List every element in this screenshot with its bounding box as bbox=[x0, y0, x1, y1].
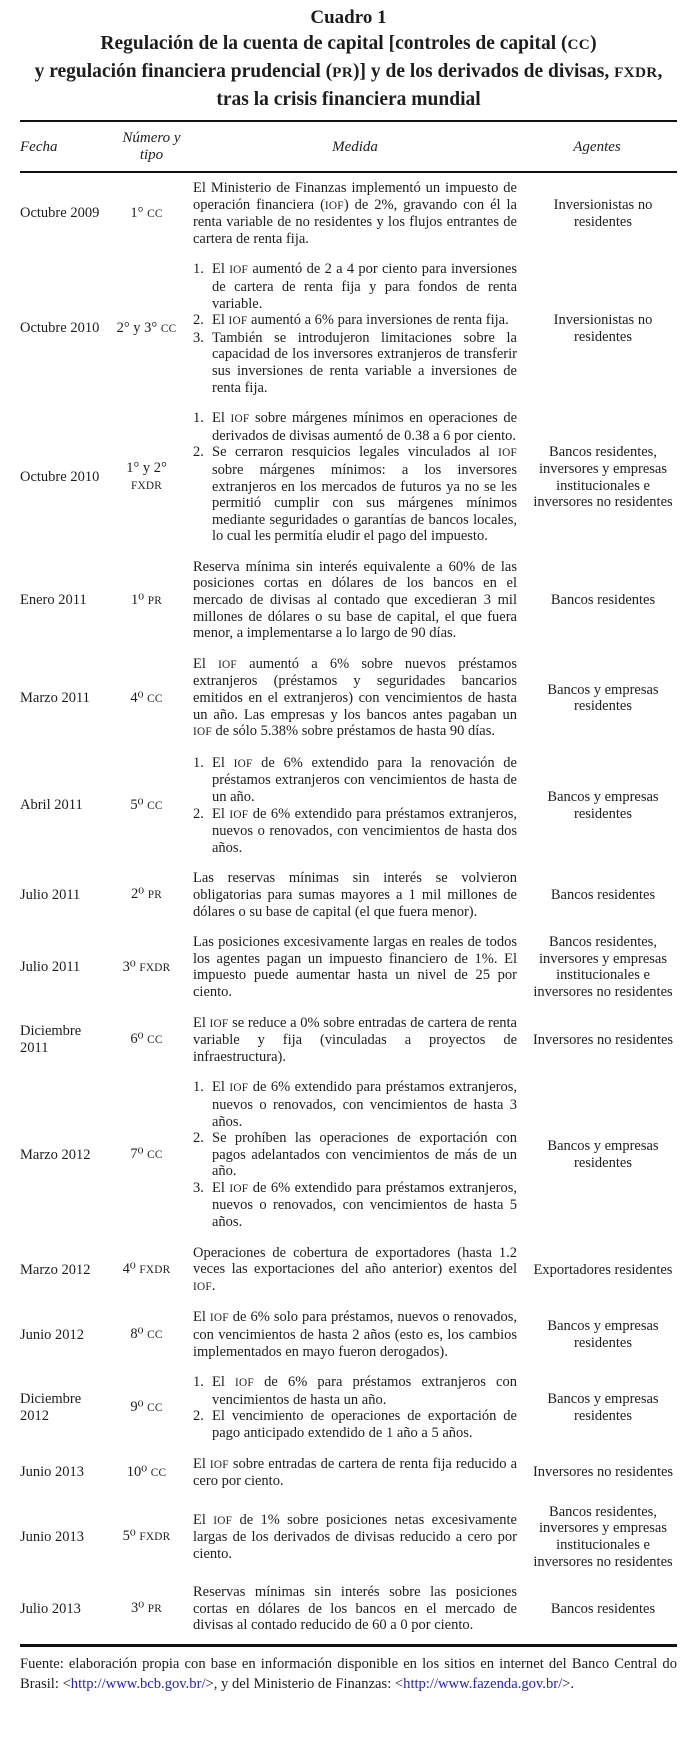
row-numero: 2⁰ PR bbox=[131, 886, 162, 903]
row-numero: 2° y 3° CC bbox=[116, 319, 177, 336]
row-numero: 1° y 2° FXDR bbox=[126, 460, 167, 492]
table-title-line-1: Regulación de la cuenta de capital [controles de capital (CC) bbox=[100, 33, 597, 54]
table-row bbox=[20, 1072, 677, 1237]
medida-item-marker: 1. bbox=[193, 1374, 204, 1391]
row-numero: 7⁰ CC bbox=[130, 1146, 163, 1163]
row-medida bbox=[193, 1302, 517, 1367]
medida-item-marker: 2. bbox=[193, 444, 204, 461]
medida-item bbox=[193, 1180, 517, 1231]
row-numero: 1° CC bbox=[130, 204, 163, 221]
row-agentes: Bancos y empresas residentes bbox=[547, 1138, 659, 1171]
row-numero: 1⁰ PR bbox=[131, 591, 162, 608]
source-text-middle: >, y del Ministerio de Finanzas: < bbox=[205, 1675, 404, 1692]
row-medida bbox=[193, 1577, 517, 1641]
row-fecha: Junio 2012 bbox=[20, 1326, 85, 1343]
medida-item-marker: 2. bbox=[193, 1408, 204, 1425]
row-numero: 4⁰ FXDR bbox=[122, 1261, 171, 1278]
row-agentes: Inversionistas no residentes bbox=[553, 312, 653, 345]
table-row bbox=[20, 1367, 677, 1448]
row-agentes: Bancos y empresas residentes bbox=[547, 1318, 659, 1351]
row-medida bbox=[193, 1497, 517, 1577]
row-medida bbox=[193, 1367, 517, 1448]
table-row bbox=[20, 748, 677, 864]
row-medida bbox=[193, 1238, 517, 1303]
fazenda-link[interactable]: http://www.fazenda.gov.br/ bbox=[403, 1675, 563, 1692]
medida-item bbox=[193, 330, 517, 396]
row-medida bbox=[193, 649, 517, 748]
medida-item-marker: 1. bbox=[193, 410, 204, 427]
medida-item-marker: 1. bbox=[193, 1079, 204, 1096]
column-header-agentes: Agentes bbox=[517, 121, 677, 172]
row-numero: 5⁰ FXDR bbox=[122, 1528, 171, 1545]
row-medida bbox=[193, 254, 517, 403]
row-numero: 6⁰ CC bbox=[130, 1031, 163, 1048]
row-medida bbox=[193, 927, 517, 1007]
row-fecha: Diciembre 2012 bbox=[20, 1391, 82, 1424]
row-fecha: Marzo 2011 bbox=[20, 690, 90, 707]
medida-item-marker: 2. bbox=[193, 312, 204, 329]
table-row bbox=[20, 1577, 677, 1641]
column-header-medida: Medida bbox=[193, 121, 517, 172]
row-agentes: Bancos residentes, inversores y empresas institucionales e inversores no residentes bbox=[533, 444, 673, 511]
medida-item-marker: 1. bbox=[193, 261, 204, 278]
table-number-heading: Cuadro 1 bbox=[310, 7, 387, 28]
medida-item-marker: 1. bbox=[193, 754, 204, 771]
row-agentes: Bancos residentes bbox=[550, 1600, 656, 1617]
medida-paragraph: Las posiciones excesivamente largas en reales de todos los agentes pagan un impuesto financiero de 1%. El impuesto puede aumentar hasta un nivel de 25 por ciento. bbox=[193, 934, 517, 1000]
table-row bbox=[20, 927, 677, 1007]
column-header-numero: Número y tipo bbox=[110, 121, 193, 172]
medida-paragraph: Las reservas mínimas sin interés se volvieron obligatorias para sumas mayores a 1 mil millones de dólares o su base de capital (el que fuera menor). bbox=[193, 870, 517, 920]
medida-item bbox=[193, 261, 517, 312]
row-medida bbox=[193, 1072, 517, 1237]
medida-paragraph: Operaciones de cobertura de exportadores (hasta 1.2 veces las exportaciones del año anterior) exentos del IOF. bbox=[193, 1244, 517, 1294]
table-row bbox=[20, 403, 677, 552]
table-header-row bbox=[20, 121, 677, 172]
row-medida bbox=[193, 1449, 517, 1497]
source-text-after: >. bbox=[562, 1675, 575, 1692]
table-row bbox=[20, 254, 677, 403]
row-fecha: Marzo 2012 bbox=[20, 1146, 91, 1163]
medida-item-marker: 2. bbox=[193, 1130, 204, 1147]
medida-paragraph: El IOF sobre entradas de cartera de renta fija reducido a cero por ciento. bbox=[193, 1455, 518, 1490]
medida-item bbox=[193, 755, 517, 806]
table-row bbox=[20, 552, 677, 649]
column-header-fecha: Fecha bbox=[20, 121, 110, 172]
row-fecha: Julio 2013 bbox=[20, 1600, 81, 1617]
regulation-table bbox=[20, 120, 677, 1641]
medida-item-text: El IOF de 6% extendido para préstamos extranjeros, nuevos o renovados, con vencimientos de hasta 5 años. bbox=[212, 1179, 517, 1231]
medida-item bbox=[193, 1130, 517, 1180]
row-fecha: Diciembre 2011 bbox=[20, 1023, 82, 1056]
row-medida bbox=[193, 748, 517, 864]
row-medida bbox=[193, 403, 517, 552]
medida-item-text: El IOF de 6% extendido para préstamos extranjeros, nuevos o renovados, con vencimientos de hasta dos años. bbox=[212, 805, 517, 856]
row-numero: 8⁰ CC bbox=[130, 1326, 163, 1343]
row-agentes: Bancos residentes, inversores y empresas institucionales e inversores no residentes bbox=[533, 1503, 673, 1570]
medida-item bbox=[193, 444, 517, 545]
table-row bbox=[20, 1302, 677, 1367]
table-row bbox=[20, 649, 677, 748]
row-fecha: Octubre 2010 bbox=[20, 469, 100, 486]
medida-item-text: El IOF de 6% extendido para la renovación de préstamos extranjeros con vencimientos de hasta de un año. bbox=[212, 754, 517, 805]
table-row bbox=[20, 1238, 677, 1303]
table-body bbox=[20, 172, 677, 1641]
row-fecha: Junio 2013 bbox=[20, 1528, 85, 1545]
medida-item-text: Se prohíben las operaciones de exportación con pagos adelantados con vencimientos de más de un año. bbox=[212, 1130, 517, 1180]
medida-item-text: El IOF de 6% extendido para préstamos extranjeros, nuevos o renovados, con vencimientos de hasta 3 años. bbox=[212, 1079, 517, 1130]
medida-item-marker: 2. bbox=[193, 805, 204, 822]
row-fecha: Octubre 2009 bbox=[20, 205, 100, 222]
medida-item-text: El IOF aumentó de 2 a 4 por ciento para inversiones de cartera de renta fija y para fondos de renta variable. bbox=[212, 261, 517, 312]
medida-item-text: También se introdujeron limitaciones sobre la capacidad de los inversores extranjeros de transferir sus inversiones de renta variable a inversiones de renta fija. bbox=[212, 329, 517, 396]
medida-item-text: El IOF sobre márgenes mínimos en operaciones de derivados de divisas aumentó de 0.38 a 6 por ciento. bbox=[212, 410, 517, 444]
row-agentes: Bancos y empresas residentes bbox=[547, 1391, 659, 1424]
row-fecha: Enero 2011 bbox=[20, 592, 87, 609]
table-title-block bbox=[20, 6, 677, 113]
bcb-link[interactable]: http://www.bcb.gov.br/ bbox=[70, 1675, 206, 1692]
row-numero: 9⁰ CC bbox=[130, 1399, 163, 1416]
medida-item-text: El IOF aumentó a 6% para inversiones de renta fija. bbox=[212, 312, 509, 329]
row-agentes: Exportadores residentes bbox=[533, 1261, 673, 1278]
row-agentes: Bancos residentes bbox=[550, 886, 656, 903]
row-fecha: Julio 2011 bbox=[20, 959, 81, 976]
medida-item bbox=[193, 806, 517, 857]
row-agentes: Inversores no residentes bbox=[532, 1031, 674, 1048]
medida-item-text: El vencimiento de operaciones de exportación de pago anticipado extendido de 1 año a 5 años. bbox=[212, 1408, 517, 1441]
medida-item-text: El IOF de 6% para préstamos extranjeros con vencimientos de hasta un año. bbox=[212, 1374, 517, 1408]
row-fecha: Marzo 2012 bbox=[20, 1261, 91, 1278]
source-text-before: Fuente: elaboración propia con base en información disponible en los sitios en internet del Banco Central do Brasil: < bbox=[20, 1655, 677, 1692]
table-title-line-2: y regulación financiera prudencial (PR)] y de los derivados de divisas, FXDR, bbox=[34, 61, 663, 82]
medida-paragraph: Reserva mínima sin interés equivalente a 60% de las posiciones cortas en dólares de los bancos en el mercado de divisas al contado que excedieran 3 mil millones de dólares o su base de capital, el que fuera menor, a implementarse a lo largo de 90 días. bbox=[193, 558, 517, 642]
medida-paragraph: Reservas mínimas sin interés sobre las posiciones cortas en dólares de los bancos en el mercado de divisas al contado reducido de 60 a 0 por ciento. bbox=[193, 1584, 517, 1634]
table-title-line-3: tras la crisis financiera mundial bbox=[216, 89, 481, 110]
row-agentes: Bancos residentes bbox=[550, 592, 656, 609]
row-agentes: Bancos residentes, inversores y empresas institucionales e inversores no residentes bbox=[533, 934, 673, 1000]
medida-item bbox=[193, 312, 517, 330]
row-numero: 5⁰ CC bbox=[130, 796, 163, 813]
row-numero: 4⁰ CC bbox=[130, 689, 163, 706]
row-numero: 10⁰ CC bbox=[126, 1463, 167, 1480]
source-note bbox=[20, 1644, 677, 1694]
row-numero: 3⁰ FXDR bbox=[122, 958, 171, 975]
medida-item-marker: 3. bbox=[193, 329, 204, 346]
table-row bbox=[20, 1449, 677, 1497]
row-fecha: Junio 2013 bbox=[20, 1464, 85, 1481]
medida-paragraph: El IOF aumentó a 6% sobre nuevos préstamos extranjeros (préstamos y seguridades bancarios emitidos en el extranjeros) con vencimientos de hasta un año. Las empresas y los bancos antes pagaban un IOF de sólo 5.38% sobre préstamos de hasta 90 días. bbox=[193, 655, 517, 740]
medida-item bbox=[193, 410, 517, 444]
medida-item-marker: 3. bbox=[193, 1179, 204, 1196]
row-medida bbox=[193, 552, 517, 649]
table-row bbox=[20, 1497, 677, 1577]
table-row bbox=[20, 863, 677, 927]
medida-item bbox=[193, 1408, 517, 1441]
row-fecha: Octubre 2010 bbox=[20, 320, 100, 337]
medida-paragraph: El IOF de 1% sobre posiciones netas excesivamente largas de los derivados de divisas reducido a cero por ciento. bbox=[193, 1511, 517, 1562]
row-agentes: Bancos y empresas residentes bbox=[547, 789, 659, 822]
table-row bbox=[20, 172, 677, 254]
medida-paragraph: El Ministerio de Finanzas implementó un impuesto de operación financiera (IOF) de 2%, gravando con él la renta variable de no residentes y los flujos entrantes de cartera de renta fija. bbox=[193, 180, 517, 247]
medida-paragraph: El IOF se reduce a 0% sobre entradas de cartera de renta variable y fija (vinculadas a proyectos de infraestructura). bbox=[193, 1014, 517, 1065]
row-medida bbox=[193, 1008, 517, 1073]
row-agentes: Bancos y empresas residentes bbox=[547, 681, 659, 715]
medida-item bbox=[193, 1374, 517, 1408]
medida-item-text: Se cerraron resquicios legales vinculados al IOF sobre márgenes mínimos: a los inversores extranjeros en los mercados de futuros ya no se les permitió cumplir con sus márgenes mínimos mediante seguridades o garantías de bancos locales, lo cual les permitía eludir el pago del impuesto. bbox=[212, 444, 517, 545]
row-fecha: Abril 2011 bbox=[20, 797, 83, 814]
medida-paragraph: El IOF de 6% solo para préstamos, nuevos o renovados, con vencimientos de hasta 2 años (esto es, los cambios implementados en mayo fueron derogados). bbox=[193, 1309, 517, 1360]
row-numero: 3⁰ PR bbox=[131, 1600, 162, 1617]
row-medida bbox=[193, 172, 517, 254]
table-row bbox=[20, 1008, 677, 1073]
row-fecha: Julio 2011 bbox=[20, 886, 81, 903]
row-agentes: Inversores no residentes bbox=[532, 1464, 674, 1481]
row-medida bbox=[193, 863, 517, 927]
row-agentes: Inversionistas no residentes bbox=[553, 197, 653, 230]
medida-item bbox=[193, 1079, 517, 1130]
